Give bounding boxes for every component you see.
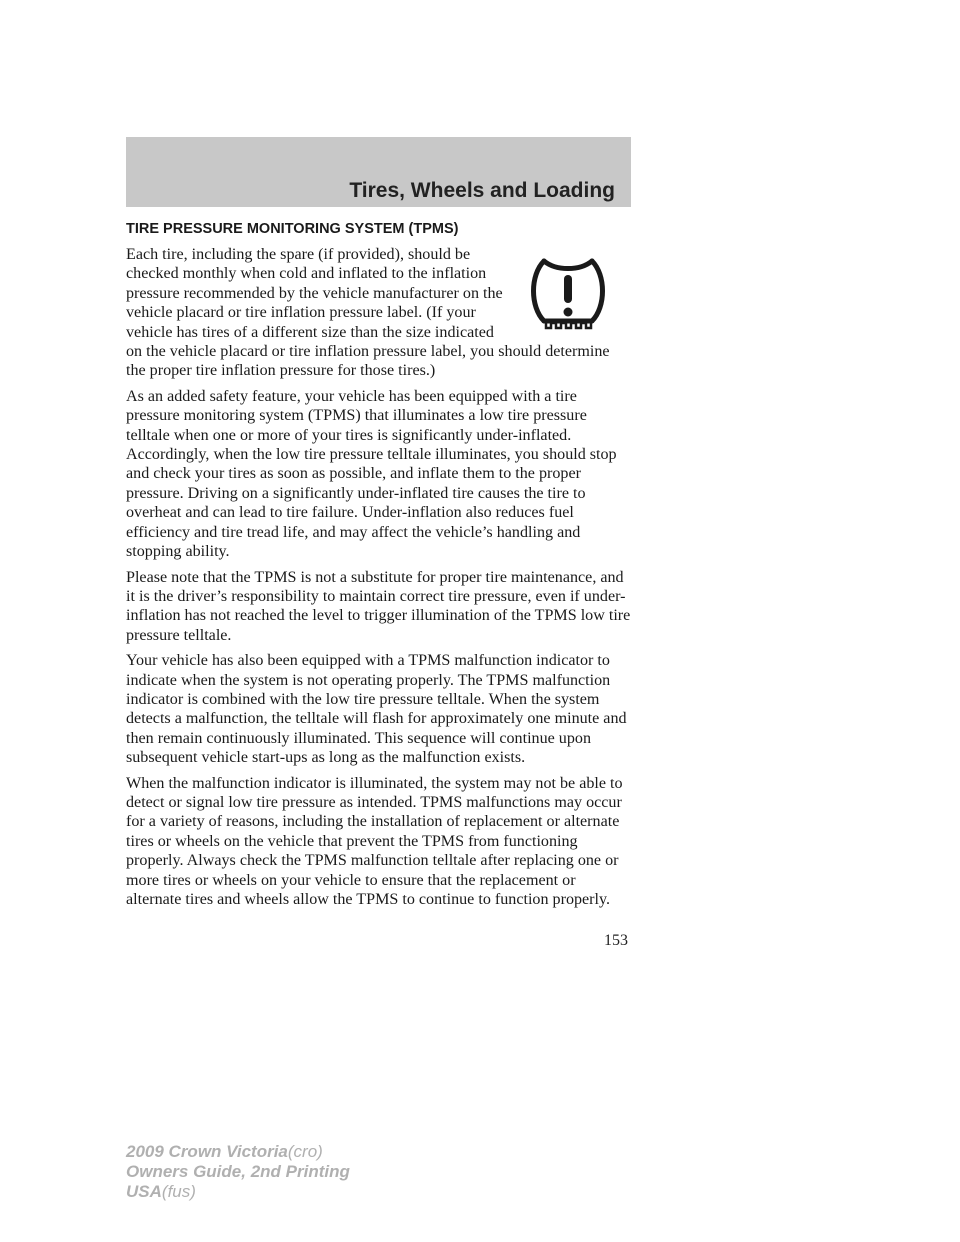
footer-line-1 [126,1142,350,1162]
paragraph: As an added safety feature, your vehicle has been equipped with a tire pressure monitoring system (TPMS) that illuminates a low tire pressure telltale when one or more of your tires is significantly under-inflated. Accordingly, when the low tire pressure telltale illuminates, you should stop and check your tires as soon as possible, and inflate them to the proper pressure. Driving on a significantly under-inflated tire causes the tire to overheat and can lead to tire failure. Under-inflation also reduces fuel efficiency and tire tread life, and may affect the vehicle’s handling and stopping ability. [126,387,617,561]
section-heading: TIRE PRESSURE MONITORING SYSTEM (TPMS) [126,221,459,237]
footer-model: 2009 Crown Victoria [126,1142,288,1161]
page-number: 153 [604,932,628,949]
tpms-warning-icon [522,251,614,337]
footer-market-code: (fus) [161,1182,196,1201]
paragraph: When the malfunction indicator is illuminated, the system may not be able to detect or signal low tire pressure as intended. TPMS malfunctions may occur for a variety of reasons, including the installation of replacement or alternate tires or wheels on the vehicle that prevent the TPMS from functioning properly. Always check the TPMS malfunction telltale after replacing one or more tires or wheels on your vehicle to ensure that the replacement or alternate tires and wheels allow the TPMS to continue to function properly. [126,774,623,908]
footer-line-2: Owners Guide, 2nd Printing [126,1162,350,1181]
paragraph: Your vehicle has also been equipped with a TPMS malfunction indicator to indicate when the system is not operating properly. The TPMS malfunction indicator is combined with the low tire pressure telltale. When the system detects a malfunction, the telltale will flash for approximately one minute and then remain continuously illuminated. This sequence will continue upon subsequent vehicle start-ups as long as the malfunction exists. [126,652,627,767]
section-title: Tires, Wheels and Loading [349,179,615,202]
header-band [126,137,631,207]
main-content [126,221,632,915]
footer-market: USA [126,1182,162,1201]
footer-line-3 [126,1182,350,1202]
footer-print-info [126,1142,350,1202]
paragraph: Please note that the TPMS is not a substitute for proper tire maintenance, and it is the driver’s responsibility to maintain correct tire pressure, even if under-inflation has not reached the level to trigger illumination of the TPMS low tire pressure telltale. [126,568,631,644]
paragraph: Each tire, including the spare (if provided), should be checked monthly when cold and inflated to the inflation pressure recommended by the vehicle manufacturer on the vehicle placard or tire inflation pressure label. (If your vehicle has tires of a different size than the size indicated on the vehicle placard or tire inflation pressure label, you should determine the proper tire inflation pressure for those tires.) [126,246,610,380]
footer-model-code: (cro) [287,1142,323,1161]
